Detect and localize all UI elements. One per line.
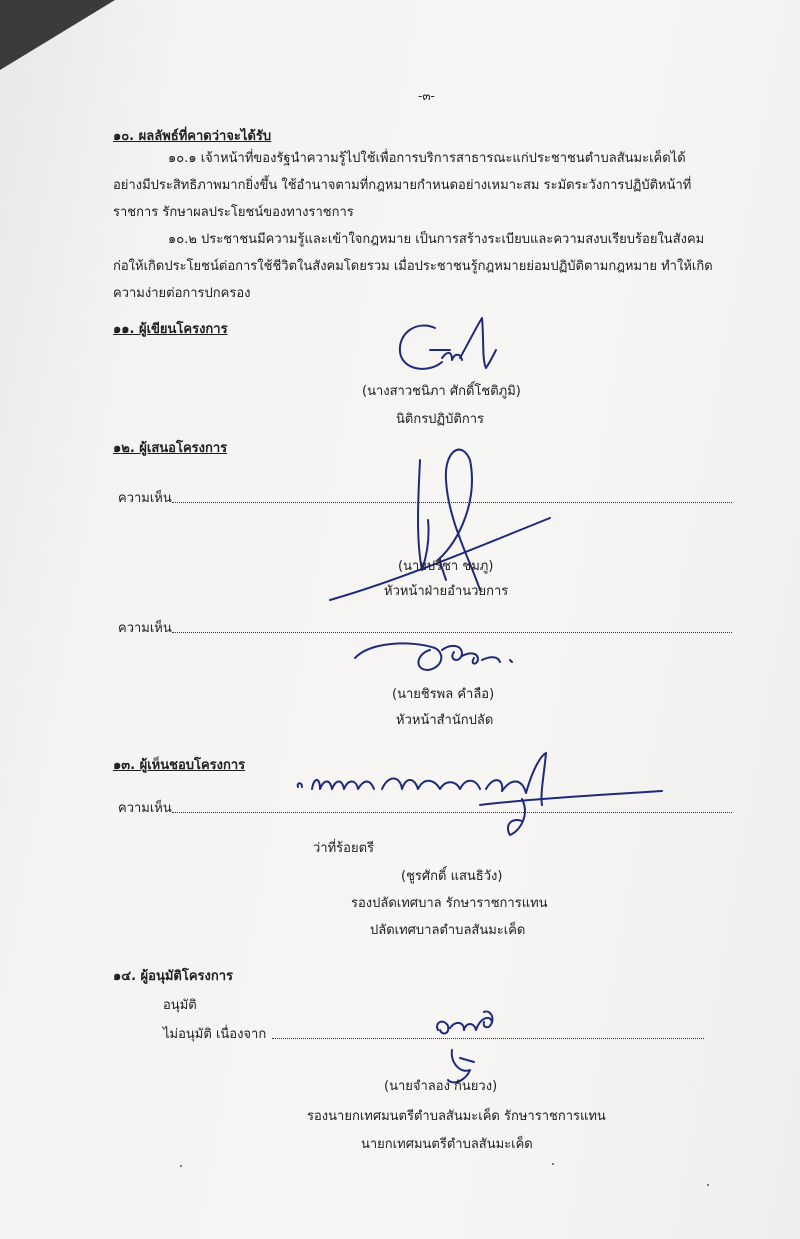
signature-proposer-2 [350, 630, 540, 680]
section-14-heading: ๑๔. ผู้อนุมัติโครงการ [113, 969, 234, 984]
section-11-heading: ๑๑. ผู้เขียนโครงการ [113, 322, 228, 337]
section-10-1-line-3: ราชการ รักษาผลประโยชน์ของทางราชการ [113, 205, 354, 220]
page-number: -๓- [418, 89, 435, 103]
section-10-heading: ๑๐. ผลลัพธ์ที่คาดว่าจะได้รับ [113, 129, 272, 144]
section-11-position: นิติกรปฏิบัติการ [396, 412, 485, 427]
opinion-label-3: ความเห็น [118, 801, 172, 816]
section-10-1-line-2: อย่างมีประสิทธิภาพมากยิ่งขึ้น ใช้อำนาจตามที่กฎหมายกำหนดอย่างเหมาะสม ระมัดระวังการปฏิบัติหน้าที่ [113, 178, 692, 193]
section-10-1-line-1: ๑๐.๑ เจ้าหน้าที่ของรัฐนำความรู้ไปใช้เพื่อการบริการสาธารณะแก่ประชาชนตำบลสันมะเค็ดได้ [168, 151, 686, 166]
section-14-position-1: รองนายกเทศมนตรีตำบลสันมะเค็ด รักษาราชการแทน [307, 1109, 606, 1124]
signature-proposer-1 [320, 440, 560, 605]
section-12-position-1: หัวหน้าฝ่ายอำนวยการ [384, 584, 509, 599]
section-14-name: (นายจำลอง กันยวง) [384, 1079, 498, 1094]
section-13-position-2: ปลัดเทศบาลตำบลสันมะเค็ด [370, 923, 526, 938]
paper-speck [707, 1184, 709, 1186]
section-10-2-line-1: ๑๐.๒ ประชาชนมีความรู้และเข้าใจกฎหมาย เป็นการสร้างระเบียบและความสงบเรียบร้อยในสังคม [168, 232, 705, 247]
section-14-position-2: นายกเทศมนตรีตำบลสันมะเค็ด [361, 1137, 533, 1152]
handwritten-opinion-and-signature [290, 745, 670, 845]
approver-signature-and-mark [420, 1000, 530, 1090]
section-10-2-line-2: ก่อให้เกิดประโยชน์ต่อการใช้ชีวิตในสังคมโดยรวม เมื่อประชาชนรู้กฎหมายย่อมปฏิบัติตามกฎหมาย ทำให้เกิด [113, 259, 713, 274]
section-13-heading: ๑๓. ผู้เห็นชอบโครงการ [113, 758, 246, 773]
not-approve-option: ไม่อนุมัติ เนื่องจาก [163, 1027, 267, 1042]
section-12-name-1: (นายปรีชา ชมภู) [398, 559, 494, 574]
section-13-position-1: รองปลัดเทศบาล รักษาราชการแทน [351, 896, 548, 911]
section-12-name-2: (นายชิรพล คำลือ) [392, 687, 495, 702]
paper-speck [180, 1165, 182, 1167]
opinion-label-1: ความเห็น [118, 491, 172, 506]
section-10-2-line-3: ความง่ายต่อการปกครอง [113, 286, 251, 301]
section-13-name: (ชูรศักดิ์ แสนธิวัง) [401, 869, 503, 884]
paper-speck [552, 1163, 554, 1165]
section-11-name: (นางสาวชนิภา ศักดิ์โชติภูมิ) [362, 384, 521, 399]
signature-writer [390, 310, 500, 380]
section-12-heading: ๑๒. ผู้เสนอโครงการ [113, 441, 228, 456]
approve-option: อนุมัติ [163, 998, 197, 1013]
opinion-label-2: ความเห็น [118, 621, 172, 636]
section-12-position-2: หัวหน้าสำนักปลัด [396, 713, 494, 728]
folded-corner-shadow [0, 0, 115, 70]
section-13-rank: ว่าที่ร้อยตรี [313, 841, 375, 856]
